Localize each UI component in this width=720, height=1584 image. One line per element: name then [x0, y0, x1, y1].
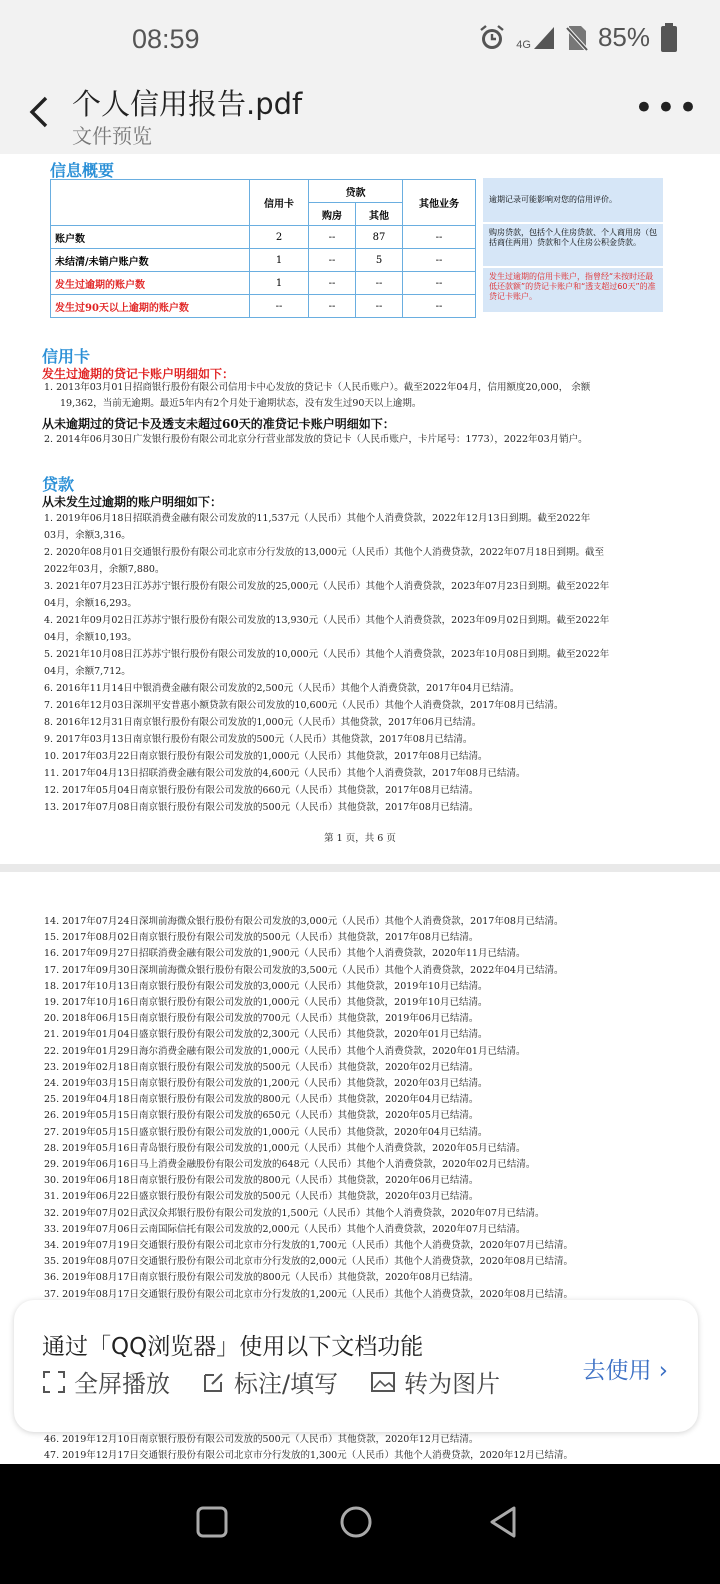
annotate-button[interactable]: 标注/填写 — [202, 1364, 338, 1399]
summary-table — [50, 179, 476, 318]
col-loan: 贷款 — [309, 180, 403, 203]
list-item: 20. 2018年06月15日南京银行股份有限公司发放的700元（人民币）其他贷款，2019年06月已结清。 — [44, 1013, 479, 1025]
list-item: 10. 2017年03月22日南京银行股份有限公司发放的1,000元（人民币）其他贷款，2017年08月已结清。 — [44, 751, 488, 762]
table-row: 发生过90天以上逾期的账户数 -- -- -- -- — [51, 295, 476, 318]
list-item: 36. 2019年08月17日南京银行股份有限公司发放的800元（人民币）其他贷款，2020年08月已结清。 — [44, 1272, 479, 1284]
cc-overdue-heading: 发生过逾期的贷记卡账户明细如下： — [42, 367, 235, 381]
list-item: 19,362，当前无逾期。最近5年内有2个月处于逾期状态，没有发生过90天以上逾期。 — [60, 398, 422, 409]
battery-icon — [660, 23, 678, 53]
list-item: 33. 2019年07月06日云南国际信托有限公司发放的2,000元（人民币）其他个人消费贷款，2020年07月已结清。 — [44, 1223, 526, 1235]
list-item: 18. 2017年10月13日南京银行股份有限公司发放的3,000元（人民币）其他贷款，2019年10月已结清。 — [44, 980, 488, 992]
no-sim-icon — [566, 24, 588, 52]
summary-title: 信息概要 — [50, 161, 115, 180]
list-item: 8. 2016年12月31日南京银行股份有限公司发放的1,000元（人民币）其他贷款，2017年06月已结清。 — [44, 717, 482, 728]
alarm-icon — [478, 24, 506, 52]
to-image-button[interactable]: 转为图片 — [370, 1364, 500, 1399]
edit-icon — [202, 1370, 226, 1394]
status-icons — [478, 22, 678, 53]
list-item: 15. 2017年08月02日南京银行股份有限公司发放的500元（人民币）其他贷款，2017年08月已结清。 — [44, 932, 479, 944]
list-item: 23. 2019年02月18日南京银行股份有限公司发放的500元（人民币）其他贷款，2020年02月已结清。 — [44, 1061, 479, 1073]
list-item: 1. 2013年03月01日招商银行股份有限公司信用卡中心发放的贷记卡（人民币账户）。截至2022年04月，信用额度20,000， 余额 — [44, 382, 591, 393]
pdf-page-1[interactable] — [0, 154, 720, 864]
col-house: 购房 — [309, 203, 356, 226]
list-item: 12. 2017年05月04日南京银行股份有限公司发放的660元（人民币）其他贷款，2017年08月已结清。 — [44, 785, 479, 796]
list-item: 2. 2014年06月30日广发银行股份有限公司北京分行营业部发放的贷记卡（人民币账户，卡片尾号：1773），2022年03月销户。 — [44, 434, 588, 445]
list-item: 14. 2017年07月24日深圳前海微众银行股份有限公司发放的3,000元（人民币）其他个人消费贷款，2017年08月已结清。 — [44, 916, 564, 927]
list-item: 34. 2019年07月19日交通银行股份有限公司北京市分行发放的1,700元（人民币）其他个人消费贷款，2020年07月已结清。 — [44, 1240, 573, 1252]
list-item: 37. 2019年08月17日交通银行股份有限公司北京市分行发放的1,200元（人民币）其他个人消费贷款，2020年08月已结清。 — [44, 1288, 573, 1300]
qq-browser-banner[interactable] — [14, 1300, 698, 1432]
list-item: 03月，余额3,316。 — [44, 530, 131, 541]
status-time: 08:59 — [132, 24, 200, 54]
banner-actions — [42, 1364, 500, 1399]
list-item: 29. 2019年06月16日马上消费金融股份有限公司发放的648元（人民币）其他个人消费贷款，2020年02月已结清。 — [44, 1159, 536, 1171]
page-footer: 第 1 页，共 6 页 — [324, 833, 396, 844]
table-row: 账户数 2 -- 87 -- — [51, 226, 476, 249]
note-overdue: 逾期记录可能影响对您的信用评价。 — [483, 178, 663, 222]
loan-list-bottom — [44, 1432, 684, 1464]
note-overdue-card: 发生过逾期的信用卡账户，指曾经“未按时还最低还款额”的贷记卡账户和“透支超过60天”的准贷记卡账户。 — [483, 268, 663, 312]
title-bar — [0, 80, 720, 154]
recent-apps-icon[interactable] — [192, 1502, 232, 1542]
more-options-icon[interactable]: ••• — [633, 88, 700, 128]
list-item: 47. 2019年12月17日交通银行股份有限公司北京市分行发放的1,300元（人民币）其他个人消费贷款，2020年12月已结清。 — [44, 1450, 573, 1462]
list-item: 28. 2019年05月16日青岛银行股份有限公司发放的1,000元（人民币）其他个人消费贷款，2020年05月已结清。 — [44, 1142, 526, 1154]
file-title: 个人信用报告.pdf — [72, 87, 303, 121]
home-icon[interactable] — [336, 1502, 376, 1542]
image-icon — [370, 1371, 396, 1393]
table-row: 发生过逾期的账户数 1 -- -- -- — [51, 272, 476, 295]
cc-normal-list — [44, 431, 674, 448]
loan-list-continued — [44, 914, 684, 1303]
table-row: 未结清/未销户账户数 1 -- 5 -- — [51, 249, 476, 272]
back-arrow-icon[interactable] — [22, 92, 58, 132]
back-icon[interactable] — [484, 1502, 524, 1542]
list-item: 30. 2019年06月18日南京银行股份有限公司发放的800元（人民币）其他贷款，2020年06月已结清。 — [44, 1175, 479, 1187]
signal-icon — [532, 25, 556, 51]
cc-normal-heading: 从未逾期过的贷记卡及透支未超过60天的准贷记卡账户明细如下： — [42, 417, 395, 431]
banner-text: 通过「QQ浏览器」使用以下文档功能 — [42, 1334, 424, 1360]
list-item: 22. 2019年01月29日海尔消费金融有限公司发放的1,000元（人民币）其他个人消费贷款，2020年01月已结清。 — [44, 1045, 526, 1057]
credit-card-title: 信用卡 — [42, 347, 91, 366]
list-item: 2022年03月，余额7,880。 — [44, 564, 165, 575]
list-item: 35. 2019年08月07日交通银行股份有限公司北京市分行发放的2,000元（人民币）其他个人消费贷款，2020年08月已结清。 — [44, 1256, 573, 1268]
list-item: 17. 2017年09月30日深圳前海微众银行股份有限公司发放的3,500元（人民币）其他个人消费贷款，2022年04月已结清。 — [44, 964, 564, 976]
list-item: 19. 2017年10月16日南京银行股份有限公司发放的1,000元（人民币）其他贷款，2019年10月已结清。 — [44, 997, 488, 1009]
cc-overdue-list — [44, 380, 674, 412]
fullscreen-button[interactable]: 全屏播放 — [42, 1364, 170, 1399]
list-item: 04月，余额7,712。 — [44, 666, 131, 677]
list-item: 04月，余额16,293。 — [44, 598, 137, 609]
list-item: 46. 2019年12月10日南京银行股份有限公司发放的500元（人民币）其他贷款，2020年12月已结清。 — [44, 1434, 479, 1445]
battery-percent: 85% — [597, 22, 650, 52]
list-item: 6. 2016年11月14日中银消费金融有限公司发放的2,500元（人民币）其他个人消费贷款，2017年04月已结清。 — [44, 683, 520, 694]
list-item: 32. 2019年07月02日武汉众邦银行股份有限公司发放的1,500元（人民币）其他个人消费贷款，2020年07月已结清。 — [44, 1207, 545, 1219]
list-item: 31. 2019年06月22日盛京银行股份有限公司发放的500元（人民币）其他贷款，2020年03月已结清。 — [44, 1191, 479, 1203]
fullscreen-icon — [42, 1370, 66, 1394]
go-use-button[interactable]: 去使用 › — [582, 1358, 668, 1384]
chevron-right-icon: › — [658, 1358, 668, 1384]
list-item: 11. 2017年04月13日招联消费金融有限公司发放的4,600元（人民币）其他个人消费贷款，2017年08月已结清。 — [44, 768, 526, 779]
list-item: 13. 2017年07月08日南京银行股份有限公司发放的500元（人民币）其他贷款，2017年08月已结清。 — [44, 802, 479, 813]
note-house-loan: 购房贷款，包括个人住房贷款、个人商用房（包括商住两用）贷款和个人住房公积金贷款。 — [483, 224, 663, 266]
list-item: 2. 2020年08月01日交通银行股份有限公司北京市分行发放的13,000元（人民币）其他个人消费贷款，2022年07月18日到期。截至 — [44, 547, 605, 558]
status-bar — [0, 0, 720, 80]
network-type: 4G — [516, 38, 531, 51]
list-item: 9. 2017年03月13日南京银行股份有限公司发放的500元（人民币）其他贷款，2017年08月已结清。 — [44, 734, 473, 745]
list-item: 21. 2019年01月04日盛京银行股份有限公司发放的2,300元（人民币）其他贷款，2020年01月已结清。 — [44, 1029, 488, 1041]
list-item: 5. 2021年10月08日江苏苏宁银行股份有限公司发放的10,000元（人民币）其他个人消费贷款，2023年10月08日到期。截至2022年 — [44, 649, 610, 660]
navigation-bar — [0, 1464, 720, 1584]
list-item: 24. 2019年03月15日南京银行股份有限公司发放的1,200元（人民币）其他贷款，2020年03月已结清。 — [44, 1078, 488, 1090]
list-item: 3. 2021年07月23日江苏苏宁银行股份有限公司发放的25,000元（人民币）其他个人消费贷款，2023年07月23日到期。截至2022年 — [44, 581, 610, 592]
col-other: 其他 — [356, 203, 403, 226]
col-credit-card: 信用卡 — [250, 180, 309, 226]
list-item: 16. 2017年09月27日招联消费金融有限公司发放的1,900元（人民币）其他个人消费贷款，2020年11月已结清。 — [44, 948, 526, 960]
list-item: 04月，余额10,193。 — [44, 632, 137, 643]
list-item: 25. 2019年04月18日南京银行股份有限公司发放的800元（人民币）其他贷款，2020年04月已结清。 — [44, 1094, 479, 1106]
list-item: 7. 2016年12月03日深圳平安普惠小额贷款有限公司发放的10,600元（人民币）其他个人消费贷款，2017年08月已结清。 — [44, 700, 564, 711]
loan-heading: 从未发生过逾期的账户明细如下： — [42, 495, 223, 509]
list-item: 1. 2019年06月18日招联消费金融有限公司发放的11,537元（人民币）其他个人消费贷款，2022年12月13日到期。截至2022年 — [44, 513, 591, 524]
list-item: 27. 2019年05月15日盛京银行股份有限公司发放的1,000元（人民币）其他贷款，2020年04月已结清。 — [44, 1126, 488, 1138]
file-subtitle: 文件预览 — [72, 124, 152, 148]
loan-list — [44, 510, 674, 816]
list-item: 4. 2021年09月02日江苏苏宁银行股份有限公司发放的13,930元（人民币）其他个人消费贷款，2023年09月02日到期。截至2022年 — [44, 615, 610, 626]
list-item: 26. 2019年05月15日南京银行股份有限公司发放的650元（人民币）其他贷款，2020年05月已结清。 — [44, 1110, 479, 1122]
col-other-business: 其他业务 — [403, 180, 476, 226]
loan-title: 贷款 — [42, 475, 75, 494]
